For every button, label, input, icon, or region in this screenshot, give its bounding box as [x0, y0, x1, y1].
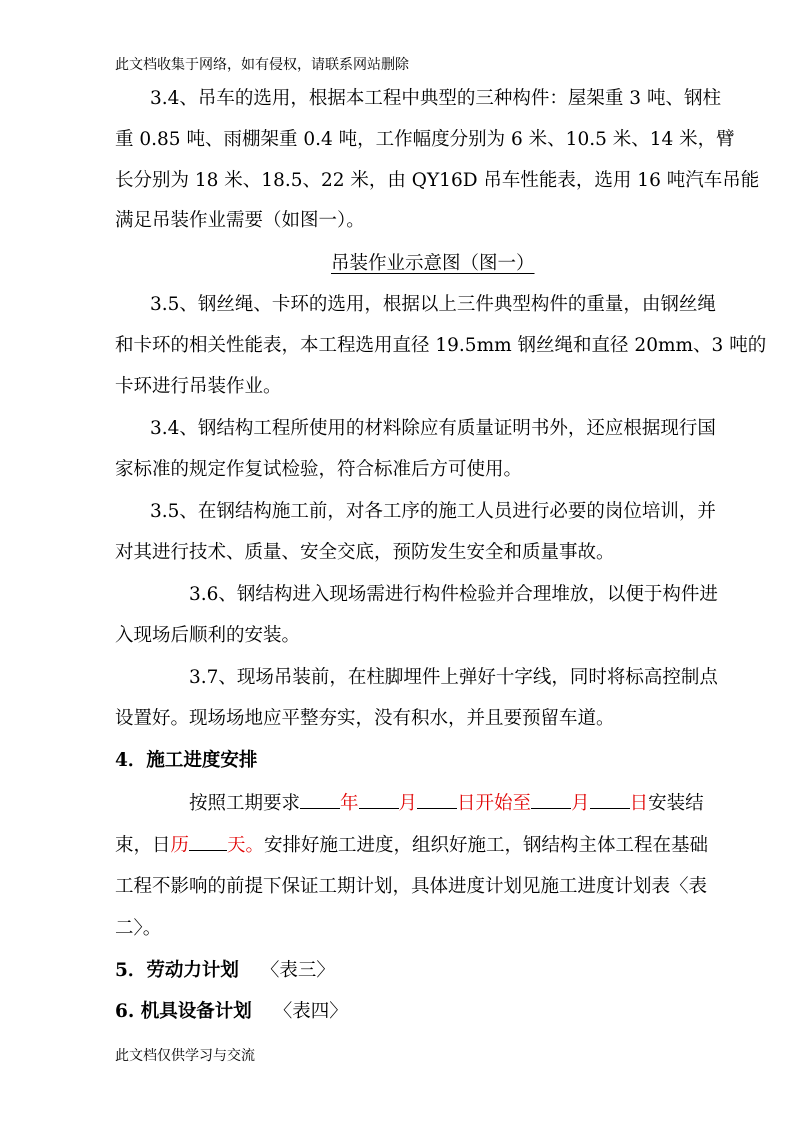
section-6-heading: 6. 机具设备计划	[115, 1001, 252, 1022]
month-blank	[359, 794, 399, 809]
day-label: 日	[629, 793, 649, 814]
start-label: 日开始至	[457, 793, 532, 814]
day-blank	[590, 794, 630, 809]
page-header-note: 此文档收集于网络，如有侵权，请联系网站删除	[115, 57, 409, 73]
text-line: 长分别为 18 米、18.5、22 米，由 QY16D 吊车性能表，选用 16 吨汽车吊能	[115, 170, 760, 191]
text-line: 3.7、现场吊装前，在柱脚埋件上弹好十字线，同时将标高控制点	[189, 667, 718, 688]
text-line: 二〉。	[115, 918, 162, 939]
year-label: 年	[340, 793, 359, 814]
text: 安排好施工进度，组织好施工，钢结构主体工程在基础	[264, 835, 709, 856]
table-reference: 〈表四〉	[273, 1001, 348, 1022]
text-line: 家标准的规定作复试检验，符合标准后方可使用。	[115, 459, 523, 480]
text-line: 3.4、钢结构工程所使用的材料除应有质量证明书外，还应根据现行国	[150, 418, 716, 439]
month-label: 月	[398, 793, 418, 814]
month-label: 月	[571, 793, 590, 814]
calendar-label: 历	[170, 835, 190, 856]
month-blank	[531, 794, 571, 809]
text: 束，日	[115, 835, 171, 856]
text-line: 对其进行技术、质量、安全交底，预防发生安全和质量事故。	[115, 542, 615, 563]
text-line: 和卡环的相关性能表，本工程选用直径 19.5mm 钢丝绳和直径 20mm、3 吨的	[115, 335, 767, 356]
text: 按照工期要求	[189, 793, 301, 814]
days-label: 天。	[227, 835, 265, 856]
figure-caption: 吊装作业示意图（图一）	[331, 253, 535, 274]
schedule-line-2	[115, 836, 708, 856]
text-line: 入现场后顺利的安装。	[115, 625, 301, 646]
section-5-heading: 5．劳动力计划	[115, 960, 239, 981]
text-line: 3.6、钢结构进入现场需进行构件检验并合理堆放，以便于构件进	[189, 584, 718, 605]
section-5-row	[115, 962, 335, 981]
section-4-heading: 4．施工进度安排	[115, 750, 258, 771]
days-blank	[189, 836, 227, 851]
text-line: 卡环进行吊装作业。	[115, 376, 282, 397]
text: 安装结	[648, 793, 704, 814]
year-blank	[300, 794, 340, 809]
table-reference: 〈表三〉	[260, 960, 335, 981]
text-line: 设置好。现场场地应平整夯实，没有积水，并且要预留车道。	[115, 708, 615, 729]
text-line: 3.5、在钢结构施工前，对各工序的施工人员进行必要的岗位培训，并	[150, 501, 716, 522]
text-line: 工程不影响的前提下保证工期计划，具体进度计划见施工进度计划表〈表	[115, 876, 708, 897]
text-line: 重 0.85 吨、雨棚架重 0.4 吨，工作幅度分别为 6 米、10.5 米、14 米，臂	[115, 129, 735, 150]
page-footer-note: 此文档仅供学习与交流	[115, 1048, 255, 1064]
text-line: 3.4、吊车的选用，根据本工程中典型的三种构件：屋架重 3 吨、钢柱	[150, 88, 721, 109]
text-line: 满足吊装作业需要（如图一）。	[115, 210, 365, 231]
schedule-line-1	[189, 794, 704, 814]
section-6-row	[115, 1003, 348, 1022]
text-line: 3.5、钢丝绳、卡环的选用，根据以上三件典型构件的重量，由钢丝绳	[150, 294, 716, 315]
day-blank	[417, 794, 457, 809]
